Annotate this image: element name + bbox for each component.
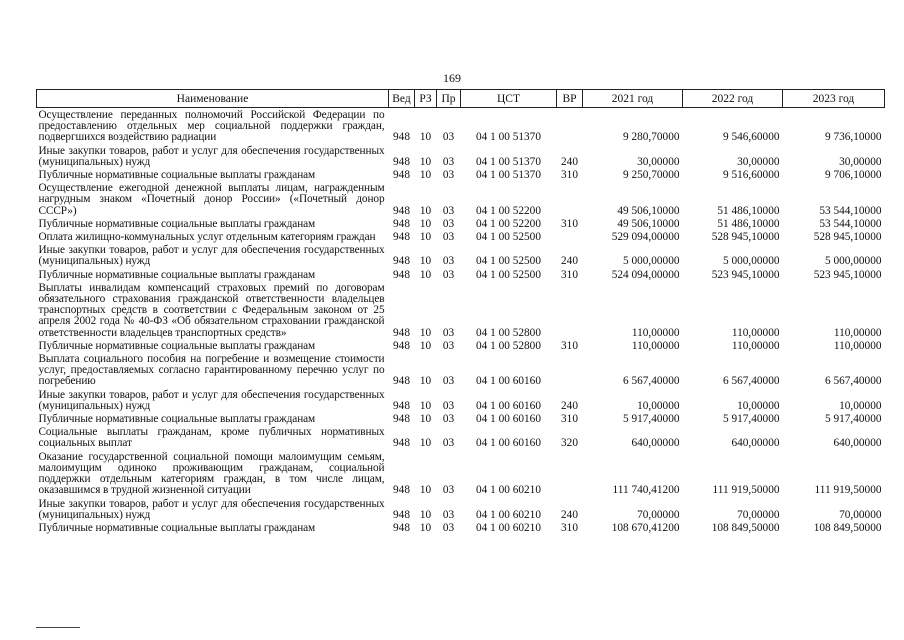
- cell-2023: 528 945,10000: [813, 231, 882, 244]
- cell-2022: 108 849,50000: [711, 521, 780, 534]
- cell-rz: 10: [419, 339, 432, 352]
- cell-cst: 04 1 00 52200: [476, 217, 541, 230]
- cell-2022: 51 486,10000: [717, 204, 780, 217]
- cell-vr: [557, 450, 583, 497]
- cell-cst: 04 1 00 52500: [476, 268, 541, 281]
- cell-2023: 6 567,40000: [825, 375, 882, 388]
- cell-pr: 03: [442, 217, 455, 230]
- cell-2023: 108 849,50000: [813, 521, 882, 534]
- cell-rz: 10: [419, 155, 432, 168]
- cell-ved: 948: [393, 169, 410, 182]
- cell-ved: 948: [393, 268, 410, 281]
- cell-2022: 110,00000: [731, 339, 780, 352]
- cell-2022: 110,00000: [731, 326, 780, 339]
- cell-pr: 03: [442, 521, 455, 534]
- cell-cst: 04 1 00 60160: [476, 399, 541, 412]
- cell-2022: 70,00000: [737, 508, 780, 521]
- cell-cst: 04 1 00 51370: [476, 169, 541, 182]
- cell-2023: 640,00000: [833, 437, 882, 450]
- table-row: [37, 339, 885, 352]
- header-pr: Пр: [437, 90, 461, 108]
- cell-2023: 111 919,50000: [814, 484, 882, 497]
- cell-cst: 04 1 00 60210: [476, 508, 541, 521]
- table-row: [37, 243, 885, 267]
- cell-ved: 948: [393, 508, 410, 521]
- cell-cst: 04 1 00 52500: [476, 255, 541, 268]
- cell-ved: 948: [393, 131, 410, 144]
- cell-2021: 9 250,70000: [623, 169, 680, 182]
- cell-name: Публичные нормативные социальные выплаты гражданам: [38, 169, 316, 182]
- cell-2021: 5 917,40000: [623, 413, 680, 426]
- cell-rz: 10: [419, 375, 432, 388]
- cell-2023: 30,00000: [839, 155, 882, 168]
- cell-ved: 948: [393, 204, 410, 217]
- cell-ved: 948: [393, 413, 410, 426]
- cell-2022: 5 917,40000: [723, 413, 780, 426]
- header-2021: 2021 год: [583, 90, 683, 108]
- cell-rz: 10: [419, 217, 432, 230]
- cell-cst: 04 1 00 60160: [476, 437, 541, 450]
- cell-rz: 10: [419, 484, 432, 497]
- cell-name: Публичные нормативные социальные выплаты гражданам: [38, 268, 316, 281]
- cell-rz: 10: [419, 231, 432, 244]
- cell-2022: 30,00000: [737, 155, 780, 168]
- cell-pr: 03: [442, 255, 455, 268]
- cell-rz: 10: [419, 399, 432, 412]
- cell-ved: 948: [393, 437, 410, 450]
- cell-2021: 110,00000: [631, 339, 680, 352]
- cell-name: Осуществление переданных полномочий Российской Федерации по предоставлению отдельных мер социальной поддержки граждан, подвергшихся воздействию радиации: [38, 109, 385, 144]
- table-header: [37, 90, 885, 108]
- cell-ved: 948: [393, 399, 410, 412]
- cell-2022: 6 567,40000: [723, 375, 780, 388]
- cell-pr: 03: [442, 155, 455, 168]
- cell-pr: 03: [442, 326, 455, 339]
- cell-rz: 10: [419, 255, 432, 268]
- cell-2023: 5 917,40000: [825, 413, 882, 426]
- cell-name: Иные закупки товаров, работ и услуг для обеспечения государственных (муниципальных) нужд: [38, 388, 385, 412]
- cell-vr: [557, 181, 583, 217]
- cell-rz: 10: [419, 131, 432, 144]
- cell-pr: 03: [442, 204, 455, 217]
- cell-ved: 948: [393, 217, 410, 230]
- cell-rz: 10: [419, 268, 432, 281]
- header-rz: РЗ: [415, 90, 437, 108]
- cell-2021: 6 567,40000: [623, 375, 680, 388]
- cell-pr: 03: [442, 339, 455, 352]
- cell-name: Социальные выплаты гражданам, кроме публичных нормативных социальных выплат: [38, 426, 385, 450]
- cell-name: Оплата жилищно-коммунальных услуг отдельным категориям граждан: [38, 231, 376, 244]
- table-row: [37, 108, 885, 144]
- cell-2021: 110,00000: [631, 326, 680, 339]
- cell-name: Иные закупки товаров, работ и услуг для обеспечения государственных (муниципальных) нужд: [38, 497, 385, 521]
- cell-2023: 70,00000: [839, 508, 882, 521]
- table-row: [37, 268, 885, 281]
- cell-cst: 04 1 00 51370: [476, 131, 541, 144]
- cell-2021: 9 280,70000: [623, 131, 680, 144]
- cell-name: Публичные нормативные социальные выплаты гражданам: [38, 339, 316, 352]
- cell-ved: 948: [393, 375, 410, 388]
- cell-2022: 9 546,60000: [723, 131, 780, 144]
- cell-cst: 04 1 00 60210: [476, 521, 541, 534]
- cell-vr: 310: [561, 268, 578, 281]
- cell-vr: 240: [561, 255, 578, 268]
- cell-vr: [557, 281, 583, 339]
- cell-2021: 70,00000: [637, 508, 680, 521]
- cell-name: Выплата социального пособия на погребение и возмещение стоимости услуг, предоставляемых согласно гарантированному перечню услуг по погребению: [38, 353, 385, 388]
- cell-pr: 03: [442, 131, 455, 144]
- table-row: [37, 181, 885, 217]
- cell-pr: 03: [442, 413, 455, 426]
- cell-vr: [557, 108, 583, 144]
- cell-pr: 03: [442, 437, 455, 450]
- cell-2021: 49 506,10000: [617, 204, 680, 217]
- cell-2023: 53 544,10000: [819, 204, 882, 217]
- table-row: [37, 168, 885, 181]
- cell-2023: 110,00000: [833, 326, 882, 339]
- table-row: [37, 521, 885, 534]
- cell-rz: 10: [419, 437, 432, 450]
- budget-table: [36, 89, 885, 534]
- header-ved: Вед: [389, 90, 415, 108]
- cell-2023: 523 945,10000: [813, 268, 882, 281]
- cell-name: Осуществление ежегодной денежной выплаты лицам, награжденным нагрудным знаком «Почетный донор России» («Почетный донор СССР»): [38, 182, 385, 217]
- cell-2021: 30,00000: [637, 155, 680, 168]
- cell-2022: 9 516,60000: [723, 169, 780, 182]
- cell-rz: 10: [419, 508, 432, 521]
- cell-2022: 528 945,10000: [711, 231, 780, 244]
- cell-2023: 9 736,10000: [825, 131, 882, 144]
- table-row: [37, 425, 885, 449]
- cell-vr: 310: [561, 413, 578, 426]
- cell-pr: 03: [442, 268, 455, 281]
- cell-vr: [557, 230, 583, 243]
- cell-vr: [557, 352, 583, 388]
- cell-ved: 948: [393, 339, 410, 352]
- cell-2021: 640,00000: [631, 437, 680, 450]
- table-row: [37, 217, 885, 230]
- cell-name: Публичные нормативные социальные выплаты гражданам: [38, 217, 316, 230]
- cell-cst: 04 1 00 52800: [476, 339, 541, 352]
- cell-ved: 948: [393, 521, 410, 534]
- cell-2022: 5 000,00000: [723, 255, 780, 268]
- cell-cst: 04 1 00 60160: [476, 413, 541, 426]
- cell-2023: 110,00000: [833, 339, 882, 352]
- cell-pr: 03: [442, 399, 455, 412]
- table-row: [37, 352, 885, 388]
- cell-rz: 10: [419, 326, 432, 339]
- header-name: Наименование: [37, 90, 389, 108]
- cell-rz: 10: [419, 169, 432, 182]
- cell-name: Выплаты инвалидам компенсаций страховых премий по договорам обязательного страхования гражданской ответственности владельцев транспортных средств в соответствии с Федеральным законом от 25 апреля 2002 года № 40-ФЗ «Об обязательном страховании гражданской ответственности владельцев транспортных средств»: [38, 281, 385, 339]
- cell-2021: 10,00000: [637, 399, 680, 412]
- cell-cst: 04 1 00 60210: [476, 484, 541, 497]
- table-row: [37, 450, 885, 497]
- cell-ved: 948: [393, 484, 410, 497]
- cell-2023: 53 544,10000: [819, 217, 882, 230]
- cell-2021: 5 000,00000: [623, 255, 680, 268]
- table-row: [37, 144, 885, 168]
- table-body: [37, 108, 885, 535]
- cell-name: Иные закупки товаров, работ и услуг для обеспечения государственных (муниципальных) нужд: [38, 144, 385, 168]
- cell-2021: 524 094,00000: [611, 268, 680, 281]
- cell-2022: 10,00000: [737, 399, 780, 412]
- cell-cst: 04 1 00 52500: [476, 231, 541, 244]
- table-row: [37, 230, 885, 243]
- cell-2022: 51 486,10000: [717, 217, 780, 230]
- table-row: [37, 388, 885, 412]
- cell-pr: 03: [442, 375, 455, 388]
- header-vr: ВР: [557, 90, 583, 108]
- cell-2021: 529 094,00000: [611, 231, 680, 244]
- cell-rz: 10: [419, 521, 432, 534]
- cell-2021: 108 670,41200: [611, 521, 680, 534]
- cell-vr: 320: [561, 437, 578, 450]
- cell-cst: 04 1 00 60160: [476, 375, 541, 388]
- header-2022: 2022 год: [683, 90, 783, 108]
- cell-vr: 240: [561, 155, 578, 168]
- table-row: [37, 412, 885, 425]
- cell-rz: 10: [419, 204, 432, 217]
- cell-2022: 523 945,10000: [711, 268, 780, 281]
- cell-name: Иные закупки товаров, работ и услуг для обеспечения государственных (муниципальных) нужд: [38, 244, 385, 268]
- cell-vr: 310: [561, 521, 578, 534]
- cell-2023: 5 000,00000: [825, 255, 882, 268]
- header-cst: ЦСТ: [461, 90, 557, 108]
- cell-name: Оказание государственной социальной помощи малоимущим семьям, малоимущим одиноко проживающим гражданам, социальной поддержки отдельным категориям граждан, в том числе лицам, оказавшимся в трудной жизненной ситуации: [38, 450, 385, 497]
- cell-rz: 10: [419, 413, 432, 426]
- cell-pr: 03: [442, 169, 455, 182]
- cell-name: Публичные нормативные социальные выплаты гражданам: [38, 413, 316, 426]
- cell-ved: 948: [393, 231, 410, 244]
- cell-vr: 310: [561, 217, 578, 230]
- cell-cst: 04 1 00 51370: [476, 155, 541, 168]
- cell-name: Публичные нормативные социальные выплаты гражданам: [38, 521, 316, 534]
- cell-ved: 948: [393, 326, 410, 339]
- cell-2021: 49 506,10000: [617, 217, 680, 230]
- header-2023: 2023 год: [783, 90, 885, 108]
- cell-vr: 310: [561, 169, 578, 182]
- cell-ved: 948: [393, 155, 410, 168]
- cell-ved: 948: [393, 255, 410, 268]
- cell-vr: 240: [561, 399, 578, 412]
- cell-2021: 111 740,41200: [612, 484, 680, 497]
- cell-2023: 9 706,10000: [825, 169, 882, 182]
- footnote-divider: [36, 627, 80, 628]
- table-row: [37, 281, 885, 339]
- cell-vr: 240: [561, 508, 578, 521]
- page-number: 169: [443, 71, 461, 85]
- cell-2022: 111 919,50000: [712, 484, 780, 497]
- cell-cst: 04 1 00 52200: [476, 204, 541, 217]
- cell-pr: 03: [442, 508, 455, 521]
- cell-pr: 03: [442, 484, 455, 497]
- cell-2022: 640,00000: [731, 437, 780, 450]
- table-row: [37, 497, 885, 521]
- cell-vr: 310: [561, 339, 578, 352]
- cell-pr: 03: [442, 231, 455, 244]
- cell-cst: 04 1 00 52800: [476, 326, 541, 339]
- cell-2023: 10,00000: [839, 399, 882, 412]
